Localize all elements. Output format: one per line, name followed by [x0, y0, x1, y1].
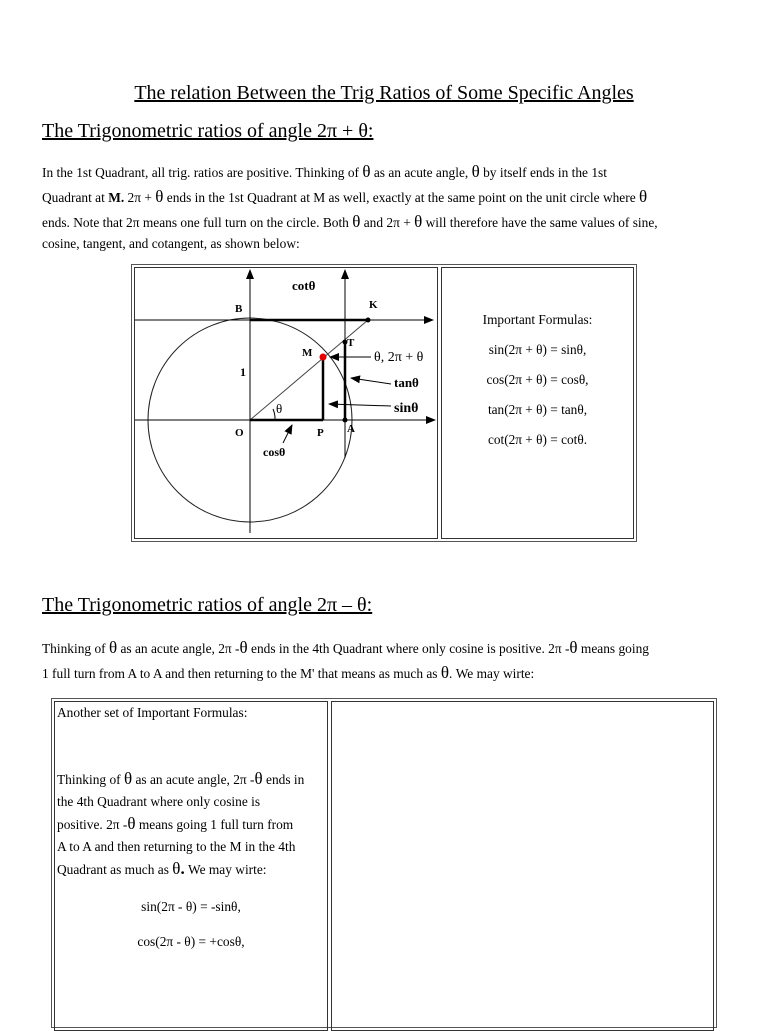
para-line-1: In the 1st Quadrant, all trig. ratios are positive. Thinking of θ as an acute angle, θ by itself ends in the 1st: [42, 162, 607, 181]
formula-tan: tan(2π + θ) = tanθ,: [487, 402, 588, 417]
unit-circle-cell: [134, 267, 438, 539]
label-b: B: [235, 303, 243, 315]
label-k: K: [369, 299, 378, 311]
label-angle: θ, 2π + θ: [374, 350, 424, 365]
formula-cos: cos(2π + θ) = cosθ,: [486, 372, 589, 387]
label-tan: tanθ: [394, 375, 419, 390]
label-o: O: [235, 427, 244, 439]
sin-pointer: [329, 404, 391, 406]
angle-arc: [273, 409, 275, 420]
empty-cell: [331, 701, 714, 1031]
point-k: [366, 318, 371, 323]
section2-paragraph: [42, 636, 732, 686]
formula-2-cos: cos(2π - θ) = +cosθ,: [137, 934, 245, 949]
label-cos: cosθ: [263, 445, 286, 459]
point-m: [320, 354, 327, 361]
section1-paragraph: [42, 160, 732, 253]
label-sin: sinθ: [394, 401, 419, 416]
para2-line-1: Thinking of θ as an acute angle, 2π -θ ends in the 4th Quadrant where only cosine is positive. 2π -θ means going: [42, 638, 649, 657]
box2-text: Thinking of θ as an acute angle, 2π -θ ends in the 4th Quadrant where only cosine is positive. 2π -θ means going 1 full turn from A to A and then returning to the M in the 4th Quadrant as much as θ. We may wirte:: [57, 769, 305, 878]
important-formulas: [441, 312, 634, 462]
unit-circle-diagram: [135, 268, 437, 538]
label-t: T: [347, 337, 355, 349]
label-cot: cotθ: [292, 278, 316, 293]
formulas-heading: Important Formulas:: [482, 312, 593, 327]
point-a: [343, 418, 348, 423]
para2-line-2: 1 full turn from A to A and then returning to the M' that means as much as θ. We may wirte:: [42, 663, 535, 682]
label-p: P: [317, 427, 324, 439]
para-line-2: Quadrant at M. 2π + θ ends in the 1st Quadrant at M as well, exactly at the same point on the unit circle where θ: [42, 187, 648, 206]
cos-pointer: [283, 425, 292, 443]
label-a: A: [347, 423, 355, 435]
tan-pointer: [351, 378, 391, 384]
para-line-3: ends. Note that 2π means one full turn on the circle. Both θ and 2π + θ will therefore have the same values of sine,: [42, 212, 658, 231]
section1-heading: The Trigonometric ratios of angle 2π + θ:: [42, 120, 374, 142]
section2-heading: The Trigonometric ratios of angle 2π – θ:: [42, 594, 373, 616]
formula-2-sin: sin(2π - θ) = -sinθ,: [141, 899, 241, 914]
formula-cot: cot(2π + θ) = cotθ.: [487, 432, 588, 447]
label-one: 1: [240, 365, 246, 379]
label-m: M: [302, 347, 313, 359]
page-title: The relation Between the Trig Ratios of Some Specific Angles: [134, 82, 634, 104]
formula-sin: sin(2π + θ) = sinθ,: [488, 342, 587, 357]
para-line-4: cosine, tangent, and cotangent, as shown below:: [42, 236, 300, 251]
box2-heading: Another set of Important Formulas:: [57, 705, 248, 720]
label-theta: θ: [276, 401, 283, 416]
